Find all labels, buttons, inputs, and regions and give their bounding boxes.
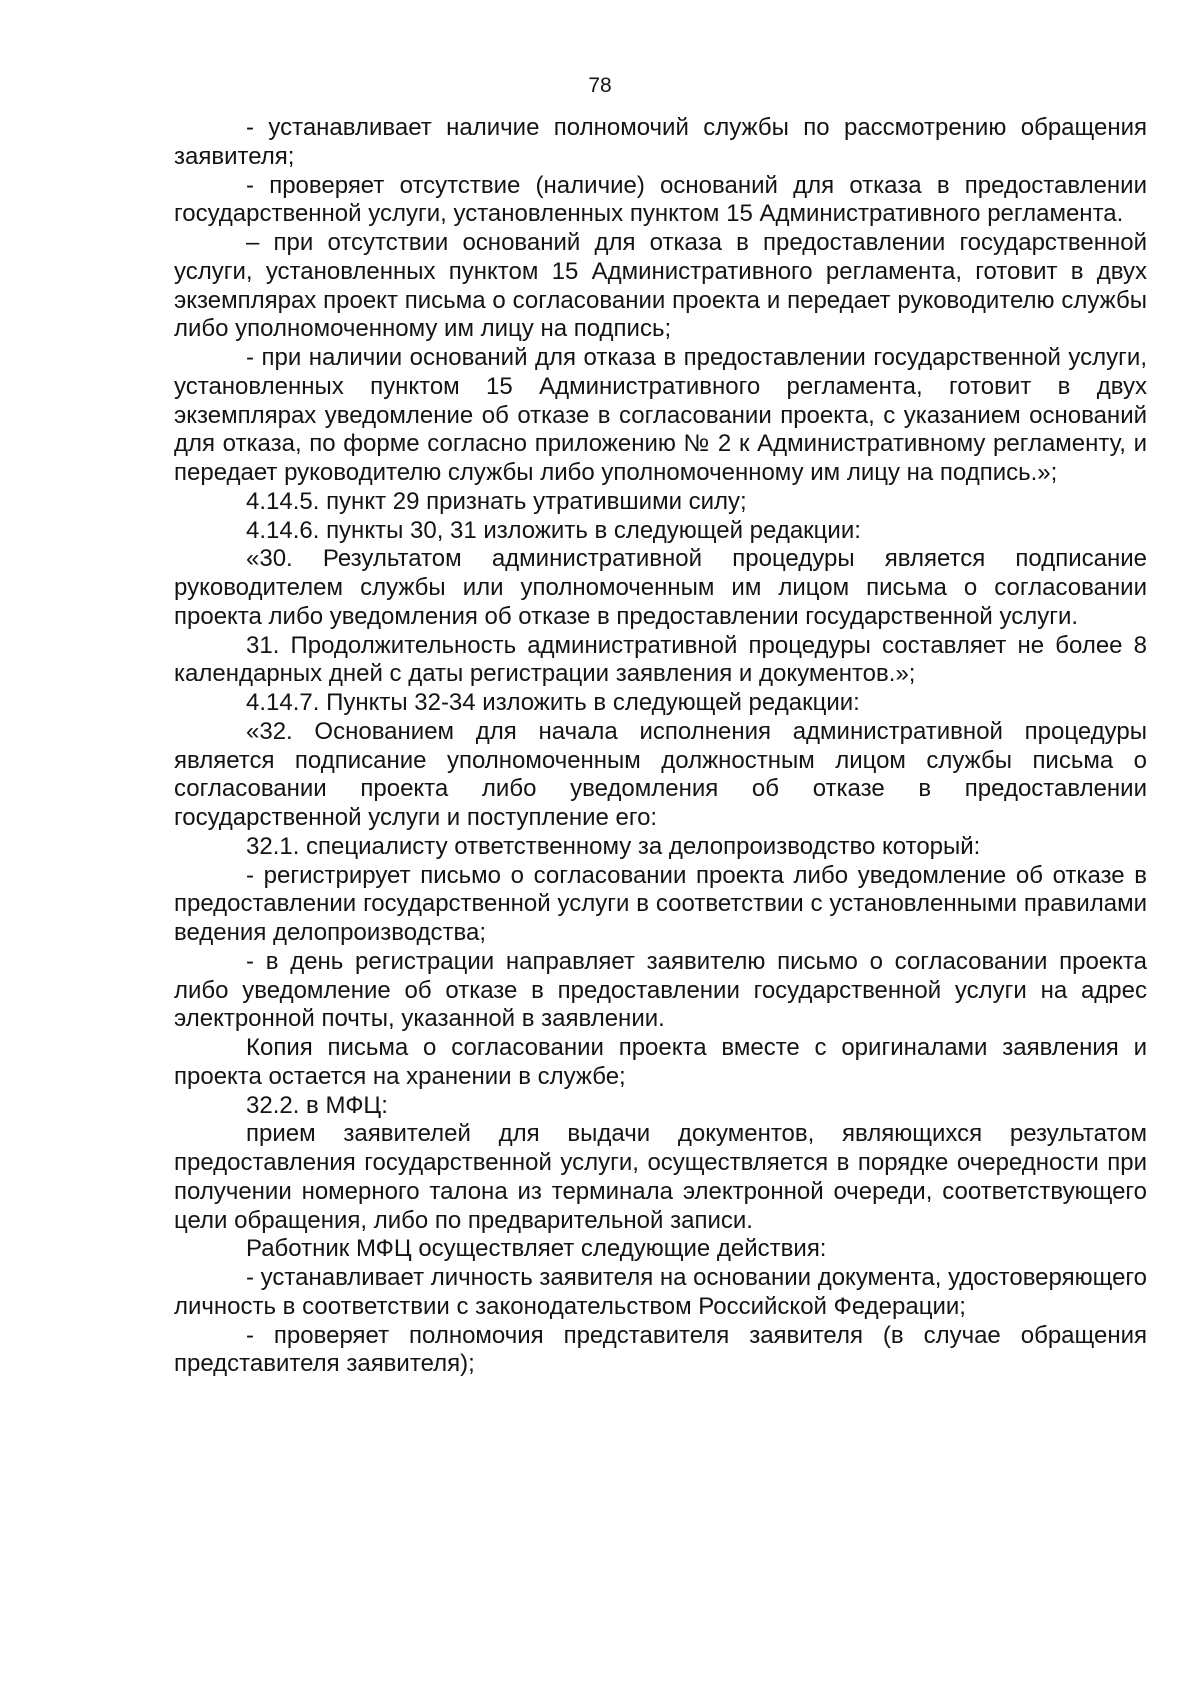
paragraph: - устанавливает наличие полномочий службы по рассмотрению обращения заявителя;: [174, 114, 1147, 170]
paragraph: – при отсутствии оснований для отказа в предоставлении государственной услуги, установленных пунктом 15 Административного регламента, готовит в двух экземплярах проект письма о согласовании проекта и передает руководителю службы либо уполномоченному им лицу на подпись;: [174, 229, 1147, 343]
paragraph: Копия письма о согласовании проекта вместе с оригиналами заявления и проекта остается на хранении в службе;: [174, 1034, 1147, 1090]
paragraph: 31. Продолжительность административной процедуры составляет не более 8 календарных дней с даты регистрации заявления и документов.»;: [174, 631, 1147, 688]
paragraph: - при наличии оснований для отказа в предоставлении государственной услуги, установленных пунктом 15 Административного регламента, готовит в двух экземплярах уведомление об отказе в согласовании проекта, с указанием оснований для отказа, по форме согласно приложению № 2 к Административному регламенту, и передает руководителю службы либо уполномоченному им лицу на подпись.»;: [174, 344, 1147, 486]
paragraph: Работник МФЦ осуществляет следующие действия:: [246, 1235, 827, 1263]
document-body: [174, 114, 1147, 1379]
paragraph: прием заявителей для выдачи документов, являющихся результатом предоставления государственной услуги, осуществляется в порядке очередности при получении номерного талона из терминала электронной очереди, соответствующего цели обращения, либо по предварительной записи.: [174, 1120, 1147, 1234]
paragraph: «30. Результатом административной процедуры является подписание руководителем службы или уполномоченным им лицом письма о согласовании проекта либо уведомления об отказе в предоставлении государственной услуги.: [174, 545, 1147, 630]
paragraph: - в день регистрации направляет заявителю письмо о согласовании проекта либо уведомление об отказе в предоставлении государственной услуги на адрес электронной почты, указанной в заявлении.: [174, 947, 1147, 1033]
paragraph: - проверяет полномочия представителя заявителя (в случае обращения представителя заявителя);: [174, 1321, 1147, 1378]
paragraph: - регистрирует письмо о согласовании проекта либо уведомление об отказе в предоставлении государственной услуги в соответствии с установленными правилами ведения делопроизводства;: [174, 861, 1147, 946]
paragraph: 32.2. в МФЦ:: [246, 1091, 388, 1119]
paragraph: 4.14.5. пункт 29 признать утратившими силу;: [246, 487, 747, 515]
paragraph: 32.1. специалисту ответственному за делопроизводство который:: [246, 832, 981, 860]
paragraph: 4.14.7. Пункты 32-34 изложить в следующей редакции:: [246, 689, 860, 716]
paragraph: «32. Основанием для начала исполнения административной процедуры является подписание уполномоченным должностным лицом службы письма о согласовании проекта либо уведомления об отказе в предоставлении государственной услуги и поступление его:: [174, 717, 1147, 831]
page-number: 78: [588, 74, 612, 97]
paragraph: 4.14.6. пункты 30, 31 изложить в следующей редакции:: [246, 516, 861, 544]
paragraph: - устанавливает личность заявителя на основании документа, удостоверяющего личность в соответствии с законодательством Российской Федерации;: [174, 1264, 1147, 1320]
paragraph: - проверяет отсутствие (наличие) оснований для отказа в предоставлении государственной услуги, установленных пунктом 15 Административного регламента.: [174, 171, 1147, 228]
